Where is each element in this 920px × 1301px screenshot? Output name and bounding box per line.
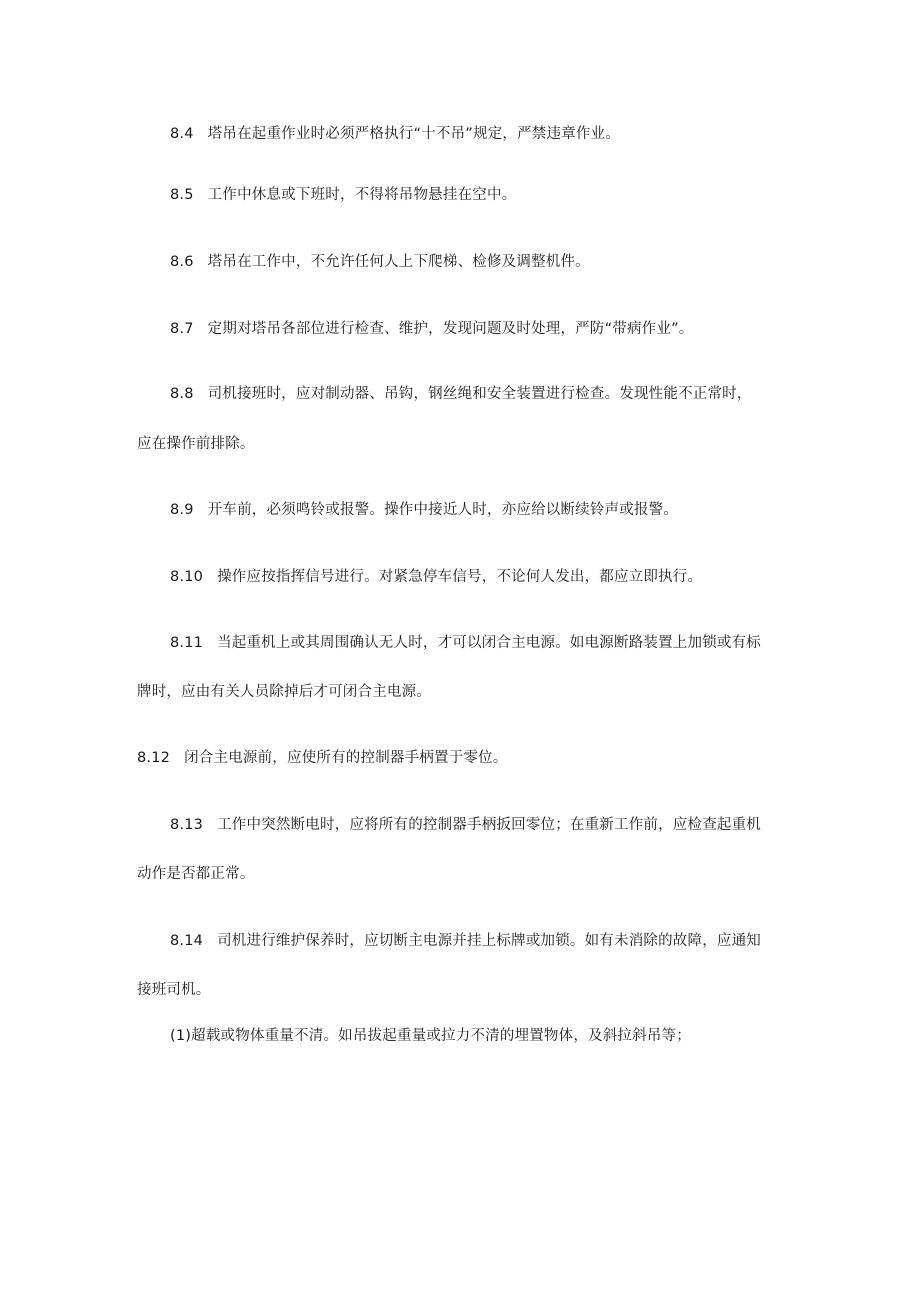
clause-text: 司机接班时，应对制动器、吊钩，钢丝绳和安全装置进行检查。发现性能不正常时， xyxy=(207,386,752,402)
clause-text: 塔吊在起重作业时必须严格执行“十不吊”规定，严禁违章作业。 xyxy=(207,126,620,142)
clause-number: 8.8 xyxy=(170,386,194,402)
clause-8-6 xyxy=(170,252,590,272)
clause-text: 塔吊在工作中，不允许任何人上下爬梯、检修及调整机件。 xyxy=(207,254,590,270)
clause-text: 操作应按指挥信号进行。对紧急停车信号，不论何人发出，都应立即执行。 xyxy=(217,569,703,585)
clause-number: 8.6 xyxy=(170,254,194,270)
clause-text: 定期对塔吊各部位进行检查、维护，发现问题及时处理，严防“带病作业”。 xyxy=(207,321,694,337)
clause-8-9 xyxy=(170,500,678,520)
clause-8-4 xyxy=(170,124,620,144)
clause-text: 工作中突然断电时，应将所有的控制器手柄扳回零位；在重新工作前，应检查起重机 xyxy=(217,817,761,833)
clause-8-13-continued xyxy=(137,864,255,884)
clause-text-continued: 应在操作前排除。 xyxy=(137,436,255,452)
clause-text: 开车前，必须鸣铃或报警。操作中接近人时，亦应给以断续铃声或报警。 xyxy=(207,502,679,518)
sub-item-1 xyxy=(170,1026,691,1046)
clause-text: 闭合主电源前，应使所有的控制器手柄置于零位。 xyxy=(184,750,508,766)
clause-number: 8.13 xyxy=(170,817,204,833)
clause-8-10 xyxy=(170,567,702,587)
clause-text-continued: 牌时，应由有关人员除掉后才可闭合主电源。 xyxy=(137,684,431,700)
clause-text: 工作中休息或下班时，不得将吊物悬挂在空中。 xyxy=(207,187,517,203)
clause-text-continued: 动作是否都正常。 xyxy=(137,866,255,882)
clause-8-7 xyxy=(170,319,694,339)
clause-8-5 xyxy=(170,185,516,205)
clause-number: 8.12 xyxy=(137,750,171,766)
clause-number: 8.11 xyxy=(170,635,204,651)
clause-8-12 xyxy=(137,748,508,768)
clause-text-continued: 接班司机。 xyxy=(137,982,211,998)
clause-text: 司机进行维护保养时，应切断主电源并挂上标牌或加锁。如有未消除的故障，应通知 xyxy=(217,933,761,949)
clause-8-13 xyxy=(170,815,761,835)
clause-number: 8.14 xyxy=(170,933,204,949)
clause-number: 8.5 xyxy=(170,187,194,203)
clause-8-8-continued xyxy=(137,434,255,454)
clause-8-11 xyxy=(170,633,761,653)
clause-text: 当起重机上或其周围确认无人时，才可以闭合主电源。如电源断路装置上加锁或有标 xyxy=(217,635,761,651)
clause-number: 8.7 xyxy=(170,321,194,337)
clause-8-14-continued xyxy=(137,980,211,1000)
clause-number: 8.4 xyxy=(170,126,194,142)
clause-8-14 xyxy=(170,931,761,951)
clause-number: 8.9 xyxy=(170,502,194,518)
clause-number: 8.10 xyxy=(170,569,204,585)
clause-8-8 xyxy=(170,384,752,404)
sub-item-text: (1)超载或物体重量不清。如吊拔起重量或拉力不清的埋置物体，及斜拉斜吊等； xyxy=(170,1028,691,1044)
clause-8-11-continued xyxy=(137,682,431,702)
